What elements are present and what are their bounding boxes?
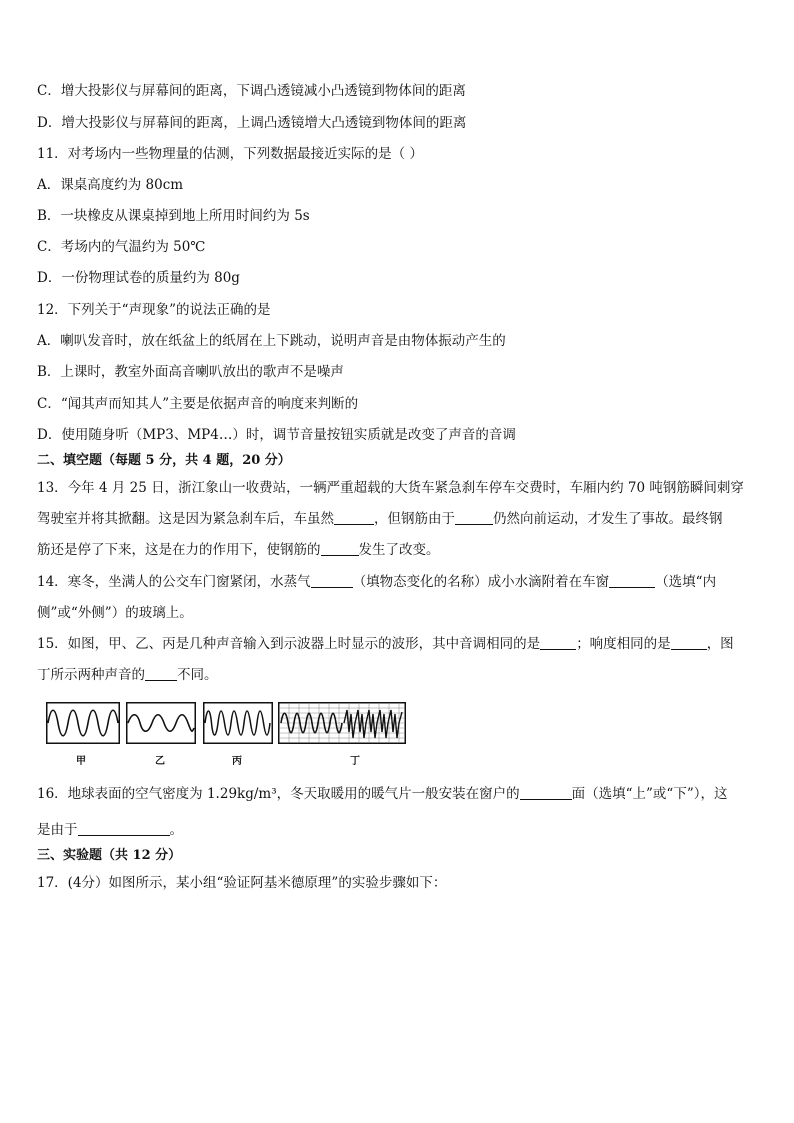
waveform-bing [203,702,273,744]
q15-text-c: ，图 [706,636,734,652]
question-16-line-1 [37,784,727,804]
question-15-line-1 [37,634,734,654]
q14-text-b: （填物态变化的名称）成小水滴附着在车窗 [352,574,610,590]
q13-text-d: 筋还是停了下来，这是在力的作用下，使钢筋的 [37,542,321,558]
q14-blank-2[interactable] [609,573,655,588]
q12-option-b: B．上课时，教室外面高音喇叭放出的歌声不是噪声 [37,364,344,380]
waveform-jia [46,702,120,744]
q15-blank-2[interactable] [671,635,707,650]
q16-blank-1[interactable] [520,785,572,800]
question-15-line-2 [37,665,218,685]
question-14-line-2: 侧”或“外侧”）的玻璃上。 [37,605,193,621]
question-16-line-2 [37,820,183,840]
q16-text-d: 。 [169,822,183,838]
waveform-yi [126,702,196,744]
q15-text-a: 15．如图，甲、乙、丙是几种声音输入到示波器上时显示的波形，其中音调相同的是 [37,636,541,652]
q13-blank-1[interactable] [334,510,374,525]
q14-blank-1[interactable] [311,573,353,588]
section-experiment-heading: 三、实验题（共 12 分） [37,848,182,863]
q12-option-c: C．“闻其声而知其人”主要是依据声音的响度来判断的 [37,396,359,412]
q15-text-e: 不同。 [177,667,218,683]
question-17: 17．(4分）如图所示，某小组“验证阿基米德原理”的实验步骤如下： [37,875,447,891]
q16-text-b: 面（选填“上”或“下”），这 [571,786,728,802]
label-bing: 丙 [232,756,242,767]
waveform-ding [278,702,406,744]
option-c-prev: C．增大投影仪与屏幕间的距离，下调凸透镜减小凸透镜到物体间的距离 [37,83,466,99]
q14-text-a: 14．寒冬，坐满人的公交车门窗紧闭，水蒸气 [37,574,311,590]
label-ding: 丁 [350,756,360,767]
q11-option-a: A．课桌高度约为 80cm [37,177,184,193]
q13-text-e: 发生了改变。 [358,542,440,558]
q16-text-c: 是由于 [37,822,78,838]
q16-text-a: 16．地球表面的空气密度为 1.29kg/m³，冬天取暖用的暖气片一般安装在窗户的 [37,786,520,802]
q11-option-c: C．考场内的气温约为 50℃ [37,239,206,255]
q13-text-b: ，但钢筋由于 [374,511,455,527]
q16-blank-2[interactable] [78,821,170,836]
question-11: 11．对考场内一些物理量的估测，下列数据最接近实际的是（ ） [37,146,423,162]
q15-text-b: ；响度相同的是 [576,636,671,652]
q15-blank-1[interactable] [540,635,576,650]
q14-text-c: （选填“内 [655,574,717,590]
q13-blank-2[interactable] [455,510,493,525]
q12-option-d: D．使用随身听（MP3、MP4…）时，调节音量按钮实质就是改变了声音的音调 [37,427,516,443]
option-d-prev: D．增大投影仪与屏幕间的距离，上调凸透镜增大凸透镜到物体间的距离 [37,115,467,131]
question-12: 12．下列关于“声现象”的说法正确的是 [37,302,271,318]
q13-blank-3[interactable] [321,541,359,556]
question-13-line-2 [37,509,723,529]
question-14-line-1 [37,572,716,592]
q13-text-a: 驾驶室并将其掀翻。这是因为紧急刹车后，车虽然 [37,511,334,527]
label-jia: 甲 [76,756,86,767]
section-fill-in-heading: 二、填空题（每题 5 分，共 4 题，20 分） [37,453,291,468]
q12-option-a: A．喇叭发音时，放在纸盆上的纸屑在上下跳动，说明声音是由物体振动产生的 [37,333,506,349]
q15-blank-3[interactable] [145,666,177,681]
q15-text-d: 丁所示两种声音的 [37,667,145,683]
label-yi: 乙 [155,756,165,767]
question-13-line-1: 13．今年 4 月 25 日，浙江象山一收费站，一辆严重超载的大货车紧急刹车停车交费时，车厢内约 70 吨钢筋瞬间刺穿 [37,480,744,496]
q11-option-b: B．一块橡皮从课桌掉到地上所用时间约为 5s [37,208,310,224]
q11-option-d: D．一份物理试卷的质量约为 80g [37,270,240,286]
q13-text-c: 仍然向前运动，才发生了事故。最终钢 [493,511,723,527]
question-13-line-3 [37,540,440,560]
